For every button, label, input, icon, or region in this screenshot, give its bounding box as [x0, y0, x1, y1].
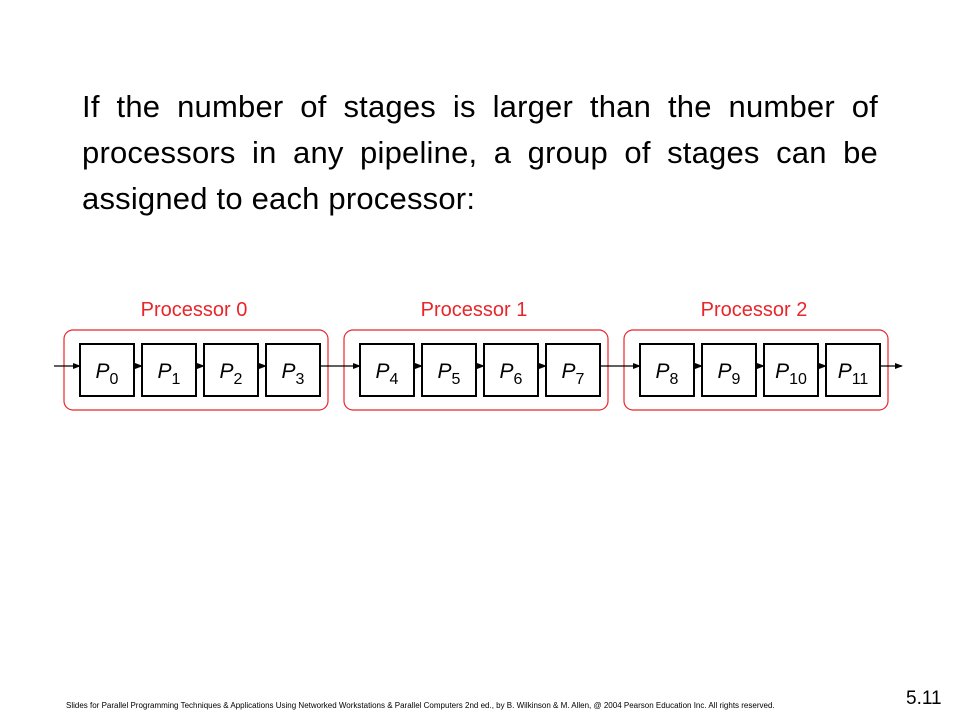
stage-label: $P_7$ — [561, 360, 585, 388]
stage-label: $P_{11}$ — [837, 360, 869, 388]
stage-label: $P_9$ — [717, 360, 741, 388]
processor-label-2: Processor 2 — [700, 299, 808, 321]
stage-label: $P_3$ — [281, 360, 305, 388]
processor-label-1: Processor 1 — [420, 299, 528, 321]
slide-number: 5.11 — [906, 688, 942, 709]
stage-label: $P_2$ — [219, 360, 243, 388]
stage-label: $P_4$ — [375, 360, 399, 388]
stage-label: $P_8$ — [655, 360, 679, 388]
slide-body-text: If the number of stages is larger than the number of processors in any pipeline, a group of stages can be assigned to each processor: — [82, 89, 878, 216]
pipeline-diagram — [0, 290, 960, 420]
footer-citation: Slides for Parallel Programming Techniques & Applications Using Networked Workstations & Parallel Computers 2nd ed., by B. Wilkinson & M. Allen, @ 2004 Pearson Education Inc. All rights reserved. — [66, 701, 775, 710]
stage-label: $P_6$ — [499, 360, 523, 388]
stage-label: $P_5$ — [437, 360, 461, 388]
stage-label: $P_0$ — [95, 360, 119, 388]
stage-box — [764, 344, 818, 396]
processor-label-0: Processor 0 — [140, 299, 248, 321]
stage-label: $P_1$ — [157, 360, 181, 388]
stage-label: $P_{10}$ — [775, 360, 807, 388]
stage-box — [826, 344, 880, 396]
